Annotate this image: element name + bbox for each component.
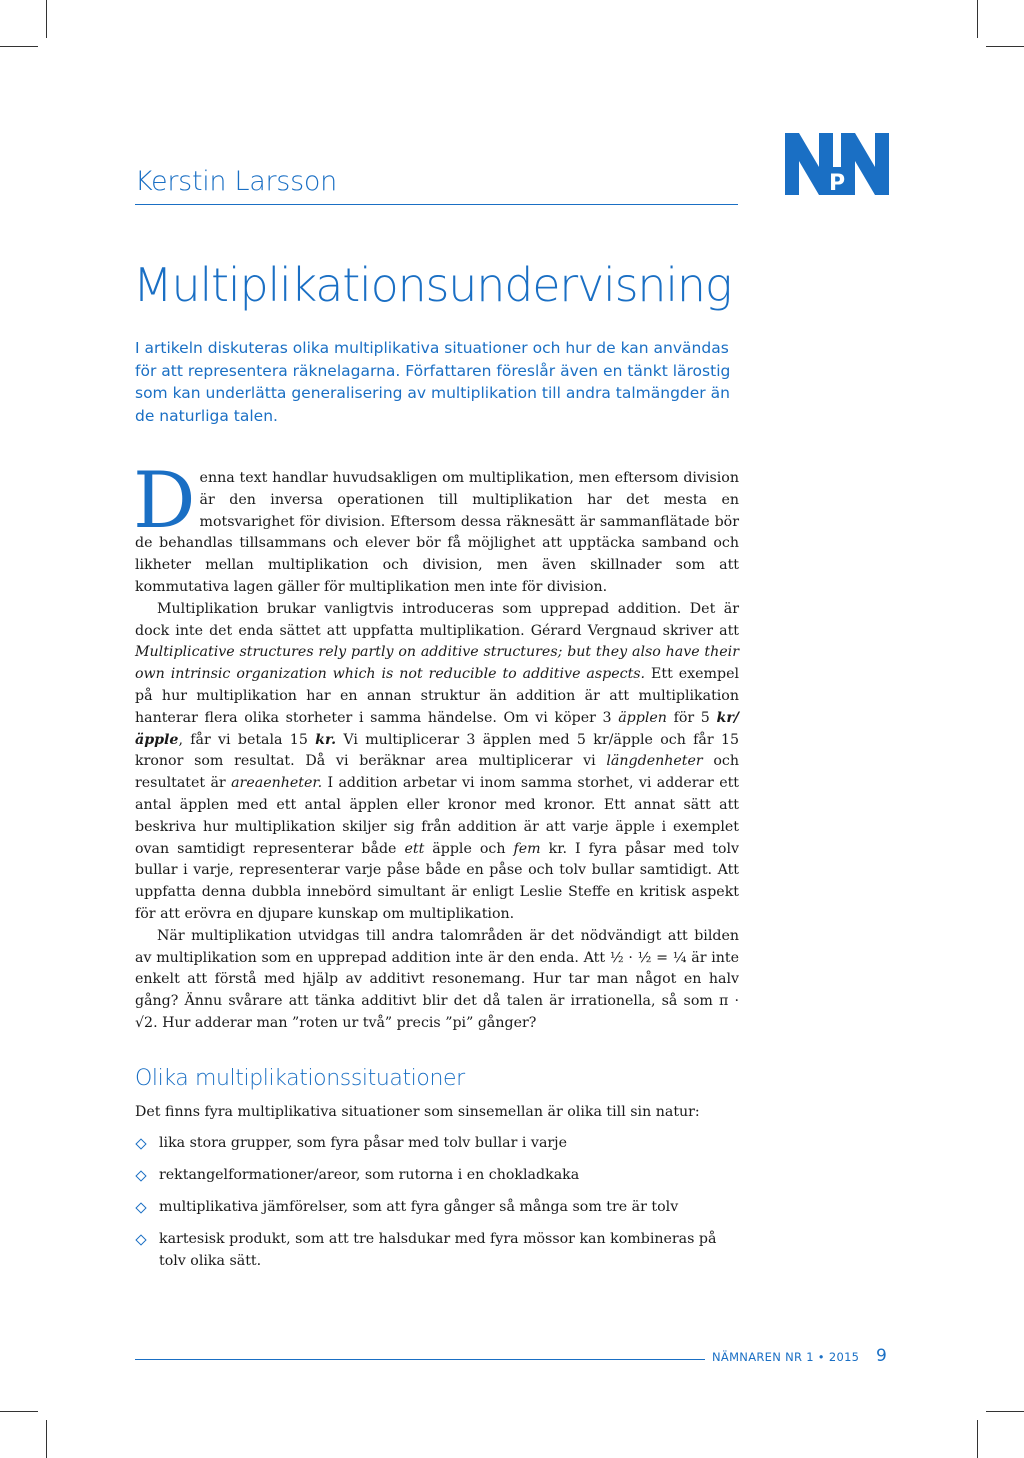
crop-mark <box>0 46 38 47</box>
list-item: kartesisk produkt, som att tre halsdukar med fyra mössor kan kombineras på tolv olika sätt. <box>135 1229 739 1272</box>
diamond-bullet-icon <box>135 1138 146 1149</box>
crop-mark <box>977 1420 978 1458</box>
situation-list <box>135 1133 739 1283</box>
paragraph-1: Denna text handlar huvudsakligen om multiplikation, men eftersom division är den inversa operationen till multiplikation har det mesta en motsvarighet för division. Eftersom dessa räknesätt är sammanflätade bör de behandlas tillsammans och elever bör få möjlighet att upptäcka samband och likheter mellan multiplikation och division, men även skillnader som att kommutativa lagen gäller för multiplikation men inte för division. <box>133 456 739 595</box>
author-name: Kerstin Larsson <box>135 166 337 197</box>
footer-rule <box>135 1359 705 1360</box>
quote: Multiplicative structures rely partly on additive structures; but they also have their own intrinsic organization which is not reducible to additive aspects. <box>135 644 739 683</box>
crop-mark <box>986 1411 1024 1412</box>
diamond-bullet-icon <box>135 1170 146 1181</box>
diamond-bullet-icon <box>135 1234 146 1245</box>
abstract: I artikeln diskuteras olika multiplikativa situationer och hur de kan användas för att representera räknelagarna. Författaren föreslår även en tänkt lärostig som kan underlätta generalisering av multiplikation till andra talmängder än de naturliga talen. <box>135 339 731 425</box>
npn-logo <box>785 133 889 195</box>
paragraph-2: Multiplikation brukar vanligtvis introduceras som upprepad addition. Det är dock inte det enda sättet att uppfatta multiplikation. Gérard Vergnaud skriver att Multiplicative structures rely partly on additive structures; but they also have their own intrinsic organization which is not reducible to additive aspects. Ett exempel på hur multiplikation har en annan struktur än addition är att multiplikation hanterar flera olika storheter i samma händelse. Om vi köper 3 äpplen för 5 kr/äpple, får vi betala 15 kr. Vi multiplicerar 3 äpplen med 5 kr/äpple och får 15 kronor som resultat. Då vi beräknar area multiplicerar vi längdenheter och resultatet är areaenheter. I addition arbetar vi inom samma storhet, vi adderar ett antal äpplen med ett antal äpplen eller kronor med kronor. Ett annat sätt att beskriva hur multiplikation skiljer sig från addition är att varje äpple i exemplet ovan samtidigt representerar både ett äpple och fem kr. I fyra påsar med tolv bullar i varje, representerar varje påse både en påse och tolv bullar samtidigt. Att uppfatta denna dubbla innebörd simultant är enligt Leslie Steffe en kritisk aspekt för att erövra en djupare kunskap om multiplikation. <box>135 600 739 922</box>
page-number: 9 <box>876 1346 887 1366</box>
article-title: Multiplikationsundervisning <box>133 258 732 312</box>
list-item: lika stora grupper, som fyra påsar med tolv bullar i varje <box>135 1133 739 1155</box>
crop-mark <box>0 1411 38 1412</box>
crop-mark <box>977 0 978 38</box>
list-item: rektangelformationer/areor, som rutorna i en chokladkaka <box>135 1165 739 1187</box>
author-rule <box>135 204 738 205</box>
drop-cap: D <box>133 456 196 546</box>
list-item: multiplikativa jämförelser, som att fyra gånger så många som tre är tolv <box>135 1197 739 1219</box>
section-intro: Det finns fyra multiplikativa situationer som sinsemellan är olika till sin natur: <box>135 1104 700 1120</box>
crop-mark <box>46 1420 47 1458</box>
journal-name: NÄMNAREN NR 1 • 2015 <box>712 1350 860 1364</box>
crop-mark <box>46 0 47 38</box>
body-text <box>133 456 739 1035</box>
svg-text:P: P <box>828 171 846 195</box>
crop-mark <box>986 46 1024 47</box>
section-heading: Olika multiplikationssituationer <box>135 1066 465 1091</box>
paragraph-3: När multiplikation utvidgas till andra talområden är det nödvändigt att bilden av multiplikation som en upprepad addition inte är den enda. Att ½ · ½ = ¼ är inte enkelt att förstå med hjälp av additivt resonemang. Hur tar man något en halv gång? Ännu svårare att tänka additivt blir det då talen är irrationella, så som π · √2. Hur adderar man ”roten ur två” precis ”pi” gånger? <box>135 927 739 1031</box>
diamond-bullet-icon <box>135 1202 146 1213</box>
